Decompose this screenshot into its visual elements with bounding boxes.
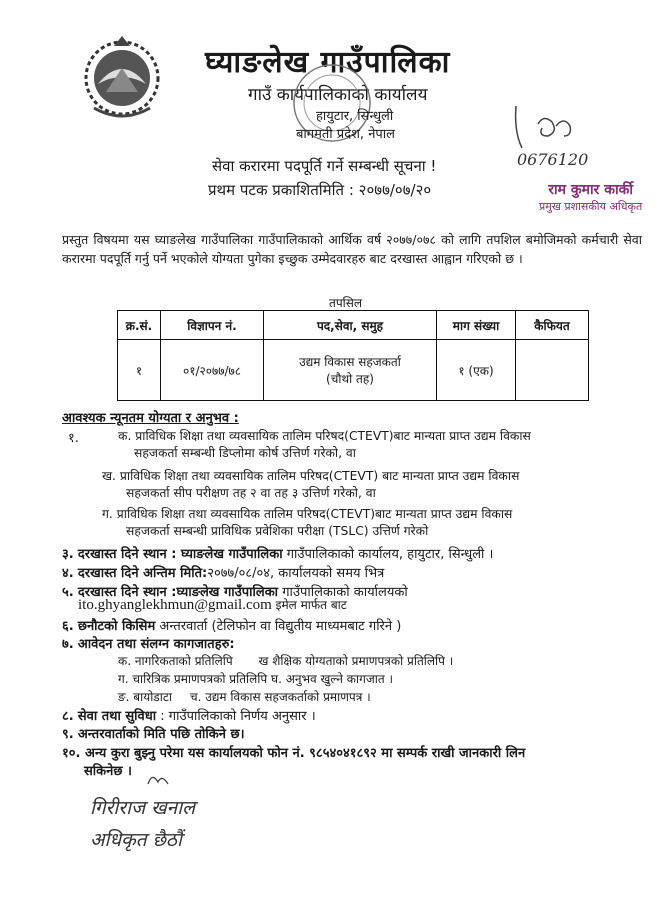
vacancy-table (117, 310, 589, 401)
table-caption: तपसिल (329, 296, 363, 310)
cell-ad-no: ०१/२०७७/७८ (161, 340, 264, 401)
item-7-bold: आवेदन तथा संलग्न कागजातहरु: (77, 637, 235, 652)
col-remarks: कैफियत (516, 311, 589, 340)
item-10-line2: सकिनेछ । (84, 764, 132, 779)
col-ad-no: विज्ञापन नं. (161, 311, 264, 340)
signature-scribble (90, 770, 250, 790)
item-7-num: ७. (62, 637, 74, 652)
cell-sn: १ (118, 340, 161, 401)
item-8-text: : गाउँपालिकाको निर्णय अनुसार । (156, 709, 316, 724)
address-line-1: हायुटार, सिन्धुली (316, 109, 394, 124)
item-5-bold: दरखास्त दिने स्थान :घ्याङलेख गाउँपालिका (77, 585, 279, 600)
qi-line1: प्राविधिक शिक्षा तथा व्यवसायिक तालिम परिषद(CTEVT)बाट मान्यता प्राप्त उद्यम विकास (135, 429, 531, 443)
item-4-num: ४. (62, 566, 74, 581)
doc-item: ङ. बायोडाटा (118, 690, 172, 704)
item-10-num: १०. (62, 746, 81, 761)
item-9-bold: अन्तरवार्ताको मिति पछि तोकिने छ। (77, 727, 245, 742)
signature-name: गिरीराज खनाल (90, 797, 196, 819)
office-subtitle: गाउँ कार्यपालिकाको कार्यालय (248, 85, 428, 105)
item-8 (62, 706, 316, 724)
col-post: पद,सेवा, समुह (264, 311, 437, 340)
post-line-2: (चौथाे तह) (326, 372, 374, 386)
item-4 (62, 563, 384, 581)
qualification-item-b (102, 468, 632, 502)
table-row (118, 340, 589, 401)
doc-item: ग. चारित्रिक प्रमाणपत्रको प्रतिलिपि घ. अनुभव खुल्ने कागजात । (118, 672, 394, 686)
notice-heading: सेवा करारमा पदपूर्ति गर्ने सम्बन्धी सूचना ! (212, 157, 437, 175)
qualification-item-a (118, 428, 638, 462)
item-5-num: ५. (62, 585, 74, 600)
cell-remarks (516, 340, 589, 401)
item-8-num: ८. (62, 709, 74, 724)
item-3 (62, 544, 493, 562)
col-demand: माग संख्या (437, 311, 516, 340)
intro-paragraph: प्रस्तुत विषयमा यस घ्याङलेख गाउँपालिका गाउँपालिकाको आर्थिक वर्ष २०७७/०७८ को लागि तपशिल बमोजिमको कर्मचारी सेवा करारमा पदपूर्ति गर्नु पर्ने भएकोले योग्यता पुगेका इच्छुक उम्मेदवारहरु बाट दरखास्त आह्वान गरिएको छ । (62, 232, 642, 266)
qi-label: ख. (102, 469, 116, 483)
signature-title: अधिकृत छैठौं (90, 829, 182, 851)
publication-date: प्रथम पटक प्रकाशितमिति : २०७७/०७/२० (208, 181, 432, 199)
qi-label: क. (118, 429, 132, 443)
col-sn: क्र.सं. (118, 311, 161, 340)
qualification-item-c (102, 506, 632, 540)
cell-demand: १ (एक) (437, 340, 516, 401)
item-6-text: अन्तरवार्ता (टेलिफोन वा विद्युतीय माध्यमबाट गरिने ) (155, 619, 402, 634)
item-4-bold: दरखास्त दिने अन्तिम मिति: (77, 566, 208, 581)
cell-post (264, 340, 437, 401)
doc-row-1 (118, 652, 453, 669)
doc-row-3 (118, 688, 371, 705)
doc-item: क. नागरिकताको प्रतिलिपि (118, 654, 233, 668)
item-6 (62, 616, 401, 634)
municipality-emblem (74, 34, 170, 120)
item-3-num: ३. (62, 547, 74, 562)
item-8-bold: सेवा तथा सुविधा (77, 709, 157, 724)
qi-line2: सहजकर्ता सीप परीक्षण तह २ वा तह ३ उत्तिर्ण गरेको, वा (126, 486, 376, 500)
qi-line2: सहजकर्ता सम्बन्धी प्राविधिक प्रवेशिका परीक्षा (TSLC) उत्तिर्ण गरेको (126, 524, 429, 538)
doc-item: ख शैक्षिक योग्यताको प्रमाणपत्रको प्रतिलिपि । (258, 654, 454, 668)
doc-item: च. उद्यम विकास सहजकर्ताको प्रमाणपत्र । (190, 690, 371, 704)
item-5-email-line (78, 596, 347, 614)
post-line-1: उद्यम विकास सहजकर्ता (299, 355, 401, 369)
item-10-line1: अन्य कुरा बुझ्नु परेमा यस कार्यालयको फोन नं. ९८५४०४१८९२ मा सम्पर्क राखी जानकारी लिन (85, 746, 526, 761)
qi-line1: प्राविधिक शिक्षा तथा व्यवसायिक तालिम परिषद(CTEVT)बाट मान्यता प्राप्त उद्यम विकास (116, 507, 513, 521)
qi-label: ग. (102, 507, 113, 521)
item-6-num: ६. (62, 619, 74, 634)
email-suffix: इमेल मार्फत बाट (271, 598, 347, 612)
signature-block (90, 770, 250, 860)
table-header-row (118, 311, 589, 340)
item-3-bold: दरखास्त दिने स्थान : घ्याङलेख गाउँपालिका (77, 547, 283, 562)
email-address: ito.ghyanglekhmun@gmail.com (78, 597, 272, 613)
officer-stamp (539, 180, 642, 214)
handwritten-initial (508, 102, 588, 152)
qi-line2: सहजकर्ता सम्बन्धी डिप्लोमा कोर्ष उत्तिर्ण गरेको, वा (134, 446, 356, 460)
qualification-number: १. (68, 431, 79, 446)
municipality-title: घ्याङलेख गाउँपालिका (205, 45, 451, 80)
qualification-heading: आवश्यक न्यूनतम योग्यता र अनुभव : (62, 411, 239, 426)
officer-name: राम कुमार कार्की (548, 182, 633, 198)
item-5-text: गाउँपालिकाको कार्यालयको (278, 585, 408, 600)
item-3-text: गाउँपालिकाको कार्यालय, हायुटार, सिन्धुली । (282, 547, 494, 562)
item-7 (62, 634, 235, 652)
item-4-text: २०७७/०८/०४, कार्यालयको समय भित्र (207, 566, 385, 581)
officer-role: प्रमुख प्रशासकीय अधिकृत (539, 200, 643, 213)
handwritten-number: 0676120 (517, 150, 589, 169)
doc-row-2 (118, 670, 393, 687)
item-6-bold: छनौटको किसिम (77, 619, 156, 634)
qi-line1: प्राविधिक शिक्षा तथा व्यवसायिक तालिम परिषद(CTEVT) बाट मान्यता प्राप्त उद्यम विकास (119, 469, 520, 483)
item-9-num: ९. (62, 727, 74, 742)
address-line-2: बागमती प्रदेश, नेपाल (296, 127, 395, 142)
item-9 (62, 724, 245, 742)
